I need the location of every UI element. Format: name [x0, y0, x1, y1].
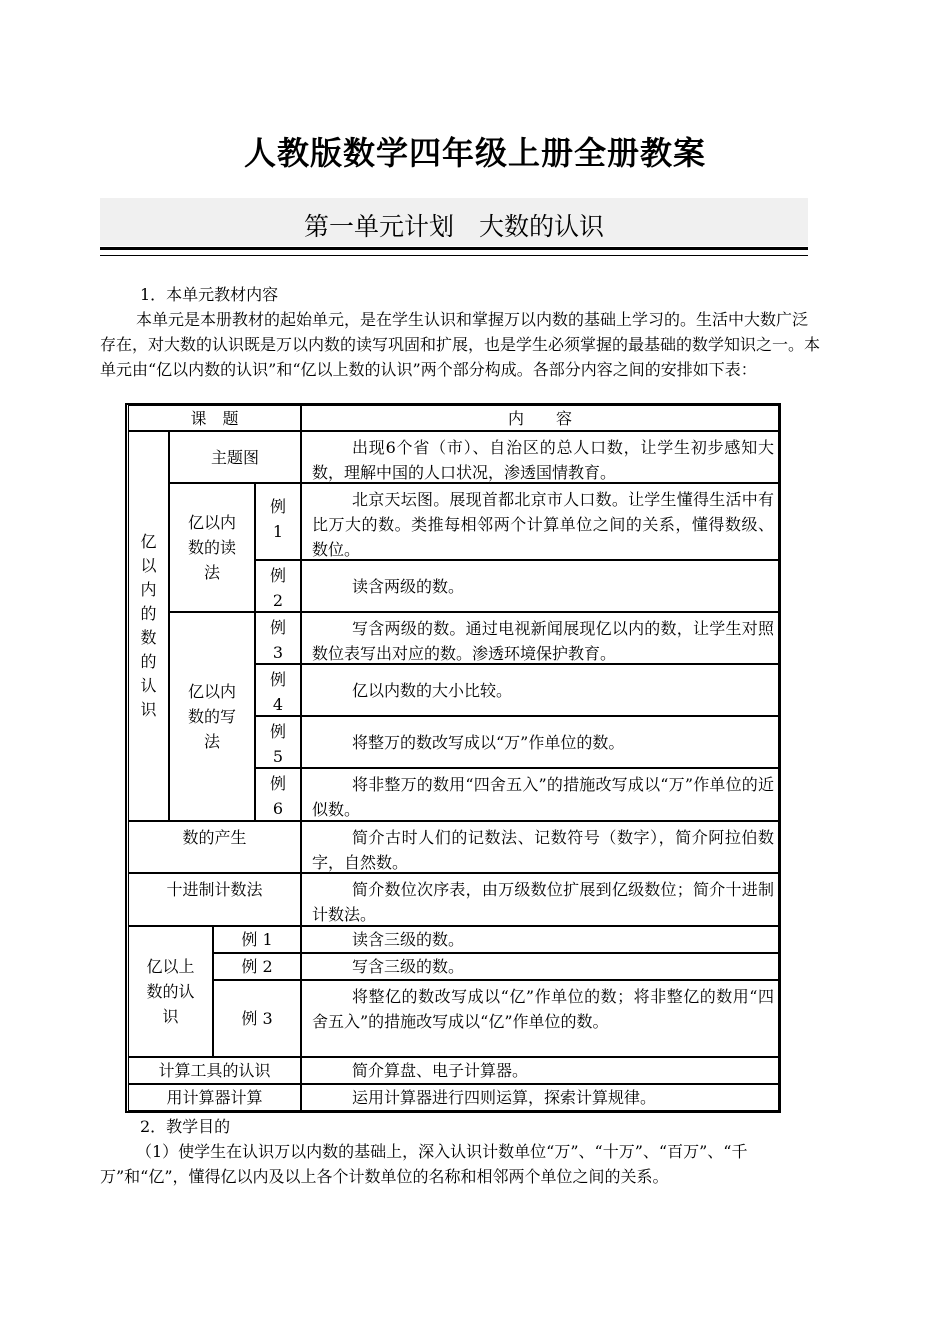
- section2-paragraph: （1）使学生在认识万以内数的基础上，深入认识计数单位“万”、“十万”、“百万”、“千万”和“亿”，懂得亿以内及以上各个计数单位的名称和相邻两个单位之间的关系。: [100, 1142, 748, 1186]
- g2-ex3-content: 将整亿的数改写成以“亿”作单位的数；将非整亿的数用“四舍五入”的措施改写成以“亿”作单位的数。: [301, 980, 779, 1057]
- ex3-content: 写含两级的数。通过电视新闻展现亿以内的数，让学生对照数位表写出对应的数。渗透环境保护教育。: [301, 612, 779, 664]
- section1-heading: 1．本单元教材内容: [140, 285, 279, 304]
- ex2-label: 例2: [255, 560, 301, 612]
- section1: [100, 282, 820, 382]
- calc-label: 用计算器计算: [128, 1084, 301, 1111]
- section2-heading: 2．教学目的: [140, 1117, 231, 1136]
- g2-ex1-label: 例 1: [213, 926, 301, 953]
- title-rule-thick: [100, 247, 808, 250]
- g2-ex3-label: 例 3: [213, 980, 301, 1057]
- header-topic: 课 题: [128, 405, 301, 431]
- section2: [100, 1114, 820, 1189]
- theme-label: 主题图: [169, 431, 301, 483]
- ex4-label: 例4: [255, 664, 301, 716]
- header-content: 内 容: [301, 405, 779, 431]
- ex1-label: 例1: [255, 483, 301, 560]
- group1-label: [128, 431, 169, 821]
- decimal-label: 十进制计数法: [128, 873, 301, 926]
- document-title: 人教版数学四年级上册全册教案: [243, 134, 706, 172]
- tools-label: 计算工具的认识: [128, 1057, 301, 1084]
- ex4-content: 亿以内数的大小比较。: [301, 664, 779, 716]
- g2-ex2-label: 例 2: [213, 953, 301, 980]
- ex3-label: 例3: [255, 612, 301, 664]
- title-rule-thin: [100, 255, 808, 256]
- origin-content: 简介古时人们的记数法、记数符号（数字），简介阿拉伯数字，自然数。: [301, 821, 779, 873]
- g2-ex1-content: 读含三级的数。: [301, 926, 779, 953]
- calc-content: 运用计算器进行四则运算，探索计算规律。: [301, 1084, 779, 1111]
- unit-title: 第一单元计划 大数的认识: [303, 212, 604, 241]
- group1-label-text: 亿以内的数的认识: [140, 532, 157, 719]
- ex5-content: 将整万的数改写成以“万”作单位的数。: [301, 716, 779, 768]
- write-label: 亿以内数的写法: [169, 612, 255, 821]
- ex1-content: 北京天坛图。展现首都北京市人口数。让学生懂得生活中有比万大的数。类推每相邻两个计算单位之间的关系，懂得数级、数位。: [301, 483, 779, 560]
- section1-paragraph: 本单元是本册教材的起始单元，是在学生认识和掌握万以内数的基础上学习的。生活中大数广泛存在，对大数的认识既是万以内数的读写巩固和扩展，也是学生必须掌握的最基础的数学知识之一。本单元由“亿以内数的认识”和“亿以上数的认识”两个部分构成。各部分内容之间的安排如下表：: [100, 310, 821, 379]
- ex6-content: 将非整万的数用“四舍五入”的措施改写成以“万”作单位的近似数。: [301, 768, 779, 821]
- ex5-label: 例5: [255, 716, 301, 768]
- decimal-content: 简介数位次序表，由万级数位扩展到亿级数位；简介十进制计数法。: [301, 873, 779, 926]
- ex6-label: 例6: [255, 768, 301, 821]
- group2-label: 亿以上数的认识: [128, 926, 213, 1057]
- origin-label: 数的产生: [128, 821, 301, 873]
- read-label: 亿以内数的读法: [169, 483, 255, 612]
- theme-content: 出现6个省（市）、自治区的总人口数，让学生初步感知大数，理解中国的人口状况，渗透国情教育。: [301, 431, 779, 483]
- ex2-content: 读含两级的数。: [301, 560, 779, 612]
- tools-content: 简介算盘、电子计算器。: [301, 1057, 779, 1084]
- g2-ex2-content: 写含三级的数。: [301, 953, 779, 980]
